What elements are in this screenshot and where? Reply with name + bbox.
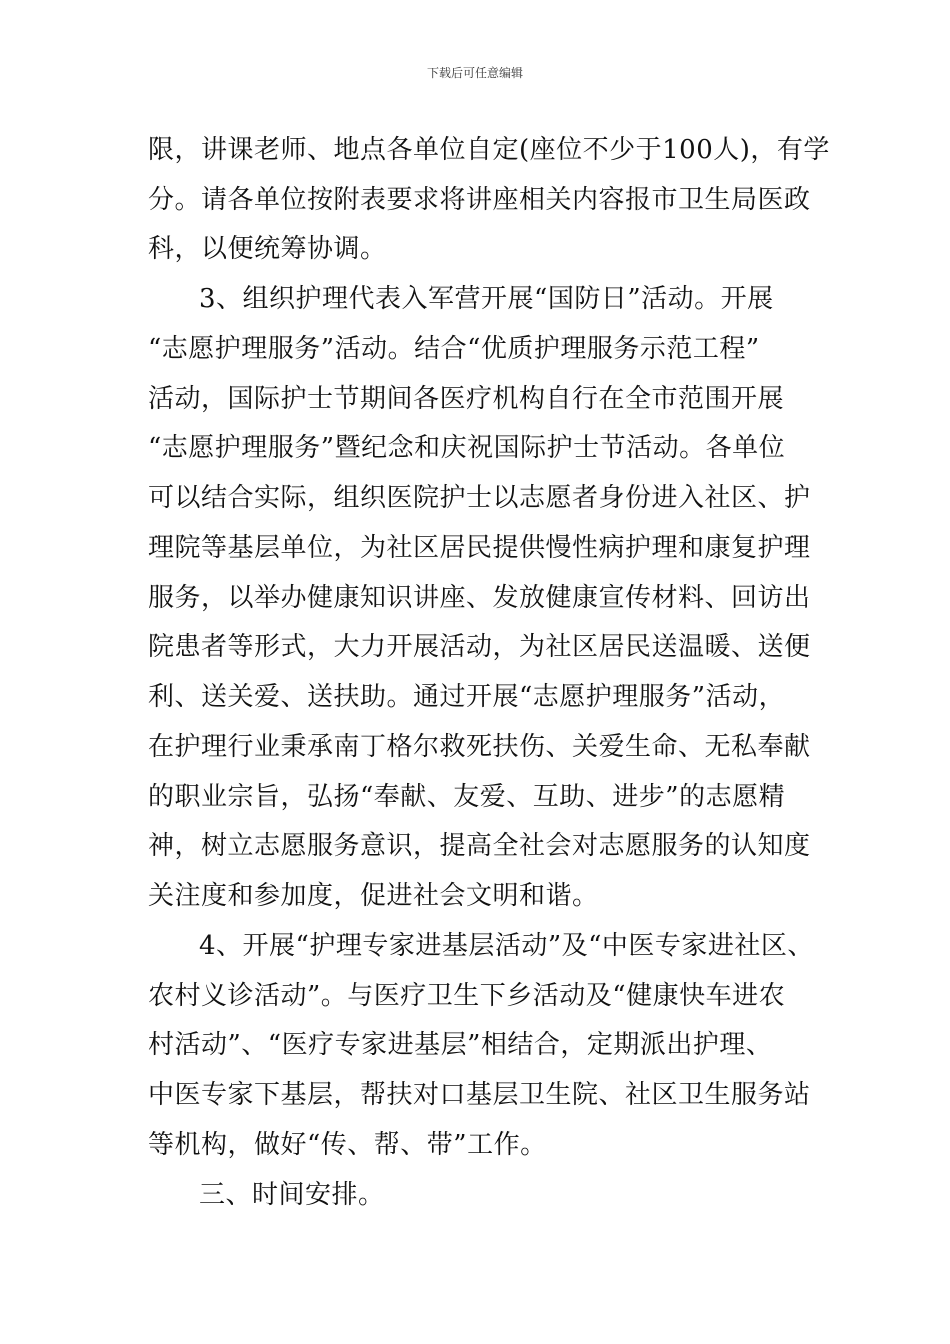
body-line-7: “志愿护理服务”暨纪念和庆祝国际护士节活动。各单位 xyxy=(148,433,786,463)
body-line-20: 中医专家下基层，帮扶对口基层卫生院、社区卫生服务站 xyxy=(148,1080,811,1110)
body-line-4: 3、组织护理代表入军营开展“国防日”活动。开展 xyxy=(199,284,774,314)
body-line-14: 的职业宗旨，弘扬“奉献、友爱、互助、进步”的志愿精 xyxy=(148,782,786,812)
page-header: 下载后可任意编辑 xyxy=(426,66,523,80)
body-line-16: 关注度和参加度，促进社会文明和谐。 xyxy=(148,881,599,911)
body-line-9: 理院等基层单位，为社区居民提供慢性病护理和康复护理 xyxy=(148,533,811,563)
body-line-2: 分。请各单位按附表要求将讲座相关内容报市卫生局医政 xyxy=(148,185,811,215)
body-line-5: “志愿护理服务”活动。结合“优质护理服务示范工程” xyxy=(148,334,760,364)
body-line-18: 农村义诊活动”。与医疗卫生下乡活动及“健康快车进农 xyxy=(148,981,786,1011)
body-line-10: 服务，以举办健康知识讲座、发放健康宣传材料、回访出 xyxy=(148,583,811,613)
body-line-11: 院患者等形式，大力开展活动，为社区居民送温暖、送便 xyxy=(148,632,811,662)
body-line-12: 利、送关爱、送扶助。通过开展“志愿护理服务”活动， xyxy=(148,682,786,712)
body-line-1: 限，讲课老师、地点各单位自定(座位不少于100人)，有学 xyxy=(148,135,830,165)
body-line-3: 科，以便统筹协调。 xyxy=(148,234,387,264)
body-line-17: 4、开展“护理专家进基层活动”及“中医专家进社区、 xyxy=(199,931,814,961)
section-heading: 三、时间安排。 xyxy=(199,1180,385,1210)
body-line-19: 村活动”、“医疗专家进基层”相结合，定期派出护理、 xyxy=(148,1030,773,1060)
body-line-15: 神，树立志愿服务意识，提高全社会对志愿服务的认知度 xyxy=(148,831,811,861)
body-line-8: 可以结合实际，组织医院护士以志愿者身份进入社区、护 xyxy=(148,483,811,513)
body-line-13: 在护理行业秉承南丁格尔救死扶伤、关爱生命、无私奉献 xyxy=(148,732,811,762)
body-line-6: 活动，国际护士节期间各医疗机构自行在全市范围开展 xyxy=(148,384,785,414)
body-line-21: 等机构，做好“传、帮、带”工作。 xyxy=(148,1130,547,1160)
